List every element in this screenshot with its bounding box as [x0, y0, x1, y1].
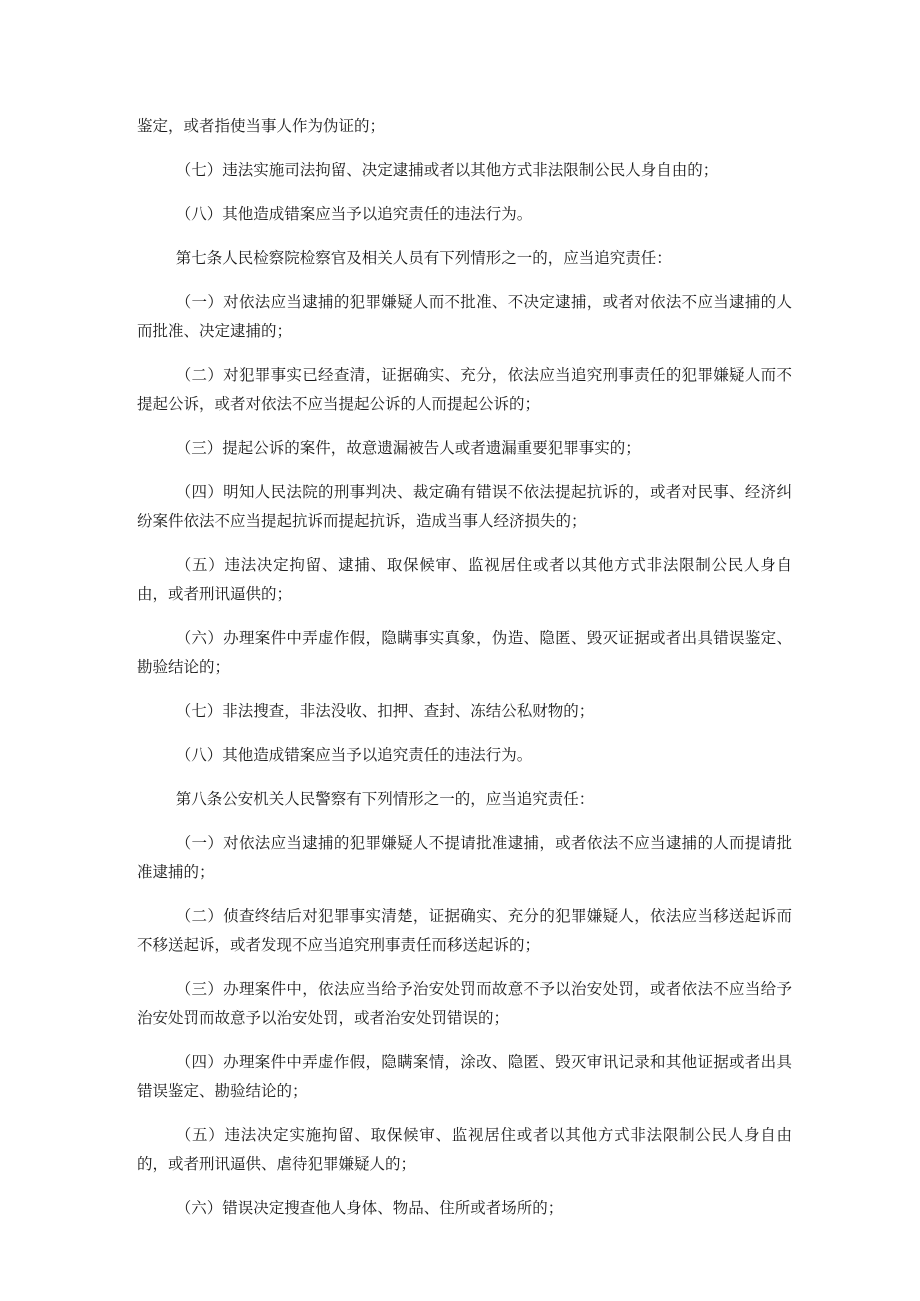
paragraph-item: （五）违法决定拘留、逮捕、取保候审、监视居住或者以其他方式非法限制公民人身自由，或者刑讯逼供的； [137, 556, 792, 603]
paragraph-item: （七）非法搜查，非法没收、扣押、查封、冻结公私财物的； [175, 702, 595, 720]
article-heading-7: 第七条人民检察院检察官及相关人员有下列情形之一的，应当追究责任： [175, 249, 672, 267]
paragraph-item: （三）办理案件中，依法应当给予治安处罚而故意不予以治安处罚，或者依法不应当给予治安处罚而故意予以治安处罚，或者治安处罚错误的； [137, 980, 792, 1027]
paragraph-item: （六）错误决定搜查他人身体、物品、住所或者场所的； [175, 1199, 564, 1217]
paragraph-item: （一）对依法应当逮捕的犯罪嫌疑人不提请批准逮捕，或者依法不应当逮捕的人而提请批准逮捕的； [137, 834, 792, 881]
paragraph-item: （五）违法决定实施拘留、取保候审、监视居住或者以其他方式非法限制公民人身自由的，或者刑讯逼供、虐待犯罪嫌疑人的； [137, 1126, 792, 1173]
paragraph-item: （一）对依法应当逮捕的犯罪嫌疑人而不批准、不决定逮捕，或者对依法不应当逮捕的人而批准、决定逮捕的； [137, 293, 792, 340]
document-body [137, 112, 792, 1238]
paragraph-item: （八）其他造成错案应当予以追究责任的违法行为。 [175, 746, 533, 764]
paragraph-item: （三）提起公诉的案件，故意遗漏被告人或者遗漏重要犯罪事实的； [175, 439, 641, 457]
article-heading-8: 第八条公安机关人民警察有下列情形之一的，应当追究责任： [175, 790, 595, 808]
paragraph-item: （四）办理案件中弄虚作假，隐瞒案情，涂改、隐匿、毁灭审讯记录和其他证据或者出具错误鉴定、勘验结论的； [137, 1053, 792, 1100]
paragraph-item: （八）其他造成错案应当予以追究责任的违法行为。 [175, 205, 533, 223]
paragraph-item: （四）明知人民法院的刑事判决、裁定确有错误不依法提起抗诉的，或者对民事、经济纠纷案件依法不应当提起抗诉而提起抗诉，造成当事人经济损失的； [137, 483, 792, 530]
paragraph-continuation: 鉴定，或者指使当事人作为伪证的； [137, 117, 386, 135]
paragraph-item: （七）违法实施司法拘留、决定逮捕或者以其他方式非法限制公民人身自由的； [175, 161, 719, 179]
paragraph-item: （二）侦查终结后对犯罪事实清楚，证据确实、充分的犯罪嫌疑人，依法应当移送起诉而不移送起诉，或者发现不应当追究刑事责任而移送起诉的； [137, 907, 792, 954]
paragraph-item: （二）对犯罪事实已经查清，证据确实、充分，依法应当追究刑事责任的犯罪嫌疑人而不提起公诉，或者对依法不应当提起公诉的人而提起公诉的； [137, 366, 792, 413]
paragraph-item: （六）办理案件中弄虚作假，隐瞒事实真象，伪造、隐匿、毁灭证据或者出具错误鉴定、勘验结论的； [137, 629, 792, 676]
